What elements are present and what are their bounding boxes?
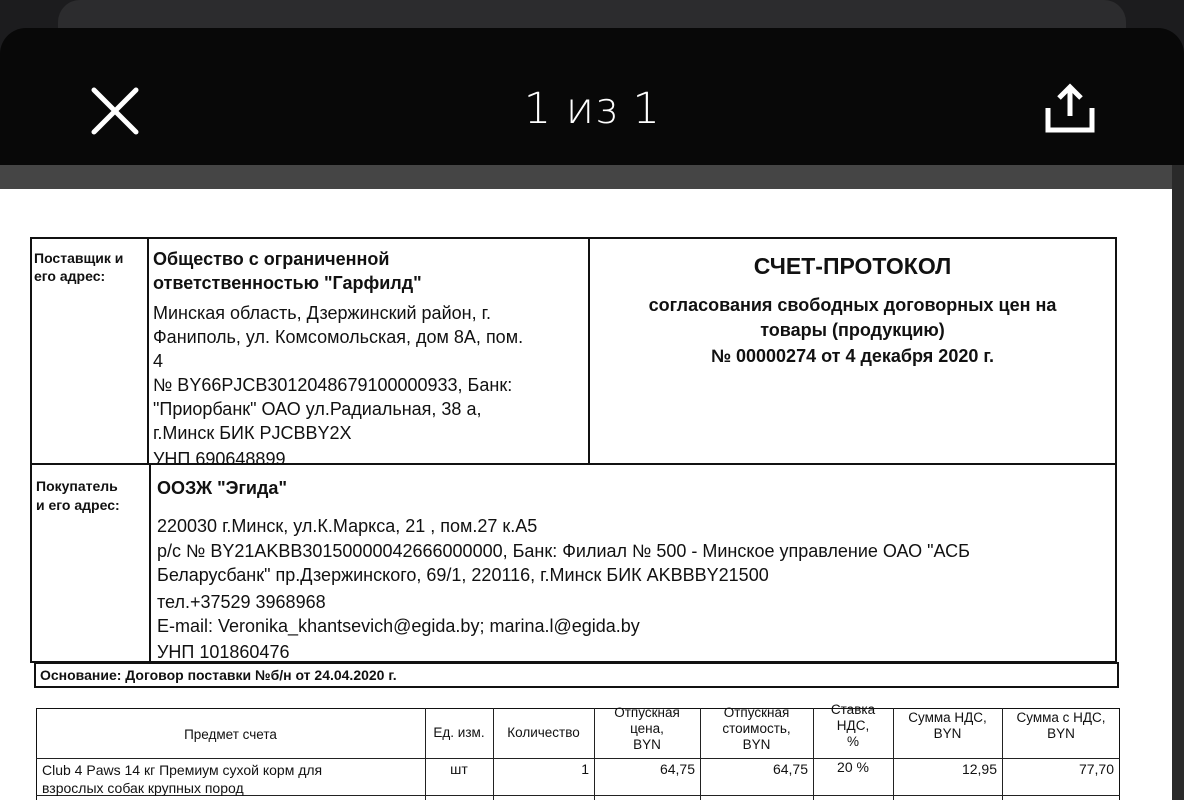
- document-title: СЧЕТ-ПРОТОКОЛ: [753, 253, 952, 279]
- item-name: Club 4 Paws 14 кг Премиум сухой корм для: [42, 762, 323, 778]
- supplier-account: № BY66PJCB3012048679100000933, Банк:: [153, 375, 513, 395]
- column-header-qty: Количество: [507, 725, 580, 740]
- column-header-total: Сумма с НДС,: [1016, 710, 1106, 725]
- item-total: 77,70: [1078, 761, 1114, 777]
- item-price: 64,75: [659, 761, 695, 777]
- buyer-name: ООЗЖ "Эгида": [157, 478, 287, 498]
- contract-basis: Основание: Договор поставки №б/н от 24.04.2020 г.: [40, 667, 397, 683]
- table-header-divider: [36, 758, 1120, 759]
- supplier-address: Минская область, Дзержинский район, г.: [153, 303, 491, 323]
- supplier-bank: г.Минск БИК PJCBBY2X: [153, 423, 352, 443]
- supplier-bank: "Приорбанк" ОАО ул.Радиальная, 38 а,: [153, 399, 482, 419]
- page-edge: [1172, 165, 1184, 800]
- column-header-price: BYN: [633, 737, 661, 752]
- column-divider: [425, 708, 426, 800]
- column-header-total: BYN: [1047, 726, 1075, 741]
- share-icon: [1042, 82, 1098, 138]
- item-cost: 64,75: [772, 761, 808, 777]
- buyer-phone: тел.+37529 3968968: [157, 592, 326, 612]
- divider: [149, 463, 151, 663]
- supplier-name: ответственностью "Гарфилд": [153, 273, 422, 293]
- supplier-address: 4: [153, 351, 164, 371]
- supplier-unp: УНП 690648899: [153, 449, 286, 469]
- column-divider: [493, 708, 494, 800]
- column-header-unit: Ед. изм.: [433, 725, 485, 740]
- item-vat-sum: 12,95: [961, 761, 997, 777]
- buyer-bank: Беларусбанк" пр.Дзержинского, 69/1, 220116, г.Минск БИК AKBBBY21500: [157, 565, 769, 585]
- column-header-vat-sum: BYN: [933, 726, 962, 741]
- supplier-address: Фаниполь, ул. Комсомольская, дом 8А, пом.: [153, 327, 524, 347]
- supplier-label: его адрес:: [34, 268, 106, 284]
- item-name: взрослых собак крупных пород: [42, 780, 244, 796]
- column-header-vat-rate: Ставка: [830, 702, 876, 717]
- column-header-cost: стоимость,: [722, 721, 791, 736]
- supplier-name: Общество с ограниченной: [153, 249, 390, 269]
- column-header-cost: Отпускная: [723, 705, 790, 720]
- column-header-price: цена,: [630, 721, 664, 736]
- document-page[interactable]: [0, 189, 1172, 800]
- document-number: № 00000274 от 4 декабря 2020 г.: [710, 346, 995, 366]
- column-header-vat-rate: НДС,: [836, 718, 870, 733]
- item-vat-rate: 20 %: [837, 759, 869, 775]
- buyer-unp: УНП 101860476: [157, 642, 290, 662]
- column-header-subject: Предмет счета: [184, 727, 277, 742]
- item-unit: шт: [450, 761, 468, 777]
- column-header-vat-rate: %: [846, 734, 859, 749]
- buyer-address: 220030 г.Минск, ул.К.Маркса, 21 , пом.27 к.А5: [157, 516, 538, 536]
- supplier-label: Поставщик и: [34, 250, 124, 266]
- share-button[interactable]: [1042, 82, 1098, 138]
- page-separator: [0, 165, 1184, 189]
- document-subtitle: согласования свободных договорных цен на: [648, 295, 1057, 315]
- divider: [147, 237, 149, 465]
- item-qty: 1: [581, 761, 589, 777]
- buyer-label: и его адрес:: [36, 497, 120, 513]
- column-header-vat-sum: Сумма НДС,: [908, 710, 987, 725]
- column-header-price: Отпускная: [614, 705, 680, 720]
- document-subtitle: товары (продукцию): [760, 320, 945, 340]
- column-header-cost: BYN: [742, 737, 771, 752]
- buyer-label: Покупатель: [36, 478, 118, 494]
- buyer-account: р/с № BY21AKBB30150000042666000000, Банк: Филиал № 500 - Минское управление ОАО "АСБ: [157, 541, 970, 561]
- page-counter: 1 из 1: [523, 84, 661, 134]
- buyer-email: E-mail: Veronika_khantsevich@egida.by; marina.l@egida.by: [157, 616, 640, 636]
